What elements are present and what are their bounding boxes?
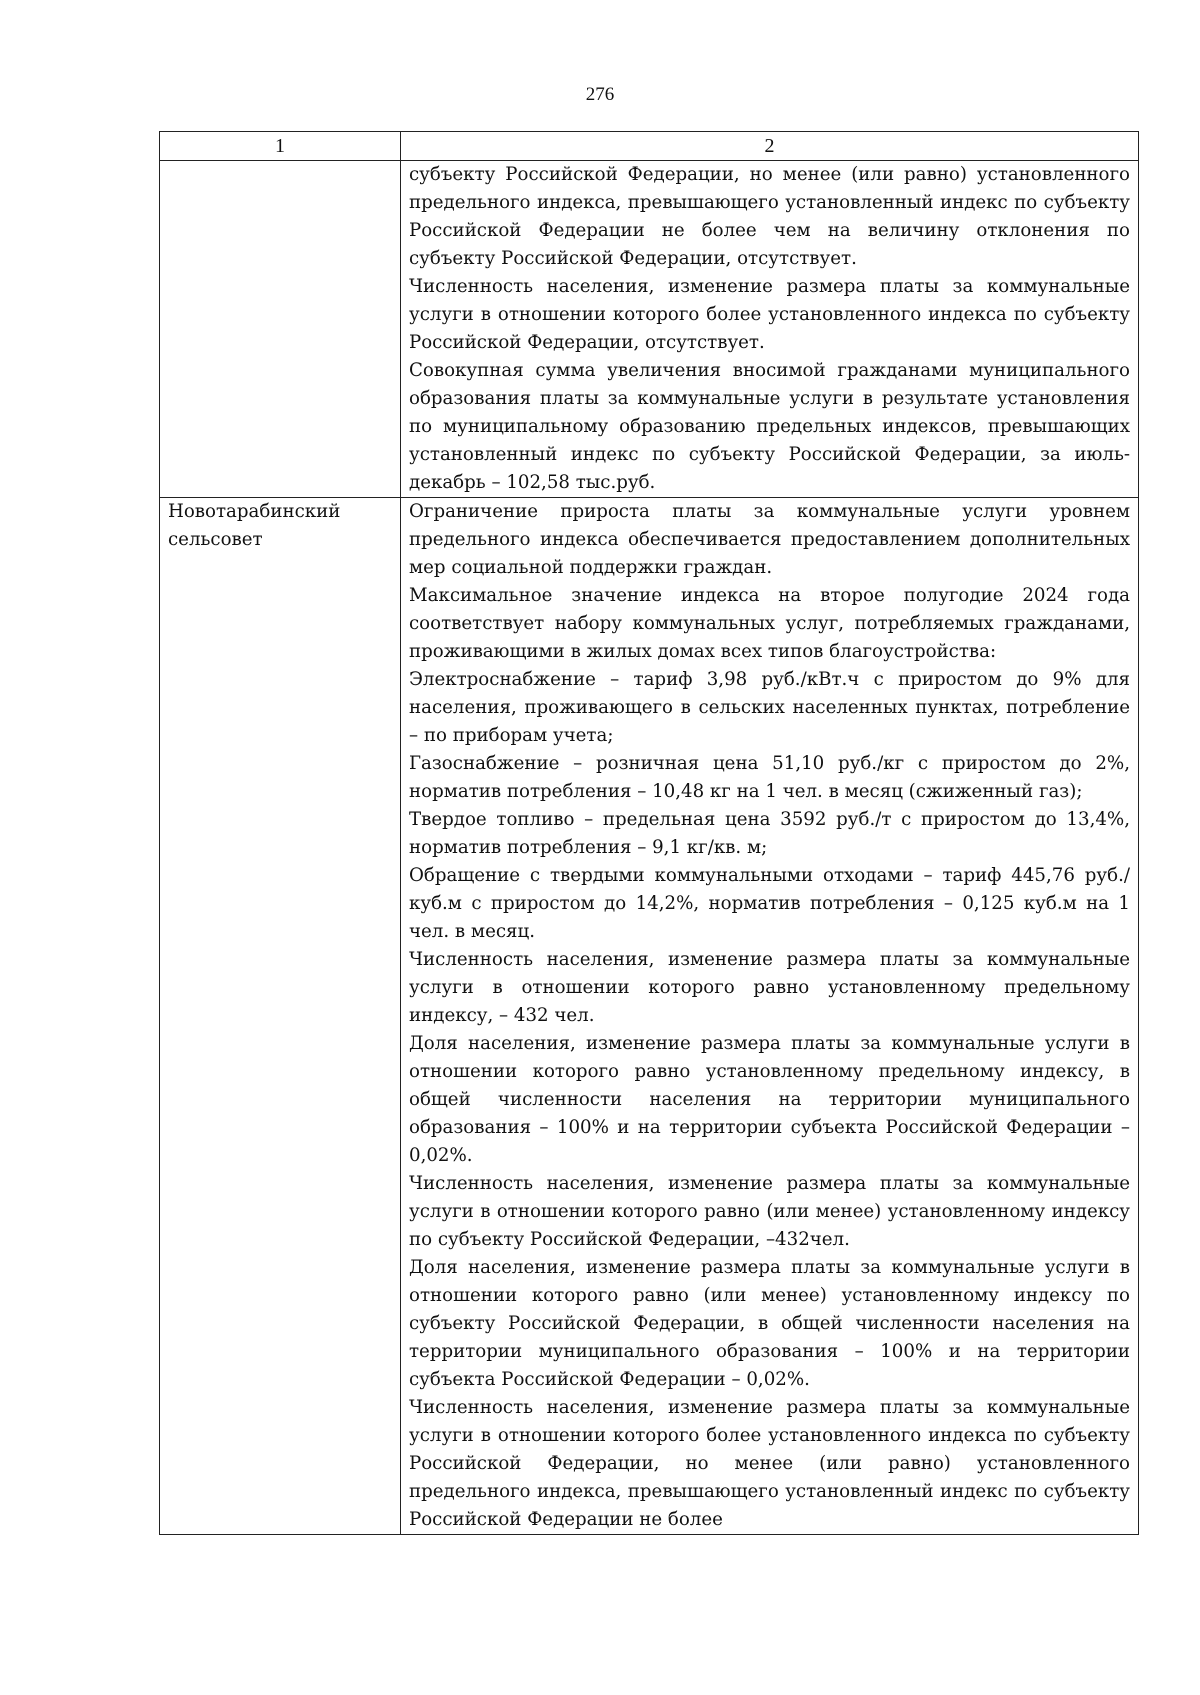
municipality-name-cell (160, 161, 401, 498)
paragraph: Электроснабжение – тариф 3,98 руб./кВт.ч с приростом до 9% для населения, проживающего в сельских населенных пунктах, потребление – по приборам учета; (409, 669, 1130, 746)
paragraph: Численность населения, изменение размера платы за коммунальные услуги в отношении которого более установленного индекса по субъекту Российской Федерации, отсутствует. (409, 276, 1130, 353)
paragraph: субъекту Российской Федерации, но менее (или равно) установленного предельного индекса, превышающего установленный индекс по субъекту Российской Федерации не более чем на величину отклонения по субъекту Российской Федерации, отсутствует. (409, 164, 1130, 269)
paragraph: Максимальное значение индекса на второе полугодие 2024 года соответствует набору коммунальных услуг, потребляемых гражданами, проживающими в жилых домах всех типов благоустройства: (409, 585, 1130, 662)
paragraph: Доля населения, изменение размера платы за коммунальные услуги в отношении которого равно установленному предельному индексу, в общей численности населения на территории муниципального образования – 100% и на территории субъекта Российской Федерации – 0,02%. (409, 1033, 1130, 1166)
paragraph: Численность населения, изменение размера платы за коммунальные услуги в отношении которого более установленного индекса по субъекту Российской Федерации, но менее (или равно) установленного предельного индекса, превышающего установленный индекс по субъекту Российской Федерации не более (409, 1397, 1130, 1530)
paragraph: Доля населения, изменение размера платы за коммунальные услуги в отношении которого равно (или менее) установленному индексу по субъекту Российской Федерации, в общей численности населения на территории муниципального образования – 100% и на территории субъекта Российской Федерации – 0,02%. (409, 1257, 1130, 1390)
municipality-name-cell: Новотарабинский сельсовет (160, 498, 401, 1535)
paragraph: Газоснабжение – розничная цена 51,10 руб./кг с приростом до 2%, норматив потребления – 10,48 кг на 1 чел. в месяц (сжиженный газ); (409, 753, 1130, 802)
column-header-2: 2 (401, 132, 1139, 161)
table-row (160, 161, 1139, 498)
table-row (160, 498, 1139, 1535)
municipal-index-table (159, 131, 1139, 1535)
column-header-1: 1 (160, 132, 401, 161)
description-cell (401, 498, 1139, 1535)
paragraph: Совокупная сумма увеличения вносимой гражданами муниципального образования платы за коммунальные услуги в результате установления по муниципальному образованию предельных индексов, превышающих установленный индекс по субъекту Российской Федерации, за июль-декабрь – 102,58 тыс.руб. (409, 360, 1130, 493)
paragraph: Твердое топливо – предельная цена 3592 руб./т с приростом до 13,4%, норматив потребления – 9,1 кг/кв. м; (409, 809, 1130, 858)
paragraph: Обращение с твердыми коммунальными отходами – тариф 445,76 руб./куб.м с приростом до 14,2%, норматив потребления – 0,125 куб.м на 1 чел. в месяц. (409, 865, 1130, 942)
description-cell (401, 161, 1139, 498)
paragraph: Численность населения, изменение размера платы за коммунальные услуги в отношении которого равно (или менее) установленному индексу по субъекту Российской Федерации, –432чел. (409, 1173, 1130, 1250)
page-number: 276 (585, 84, 615, 105)
table-header-row (160, 132, 1139, 161)
paragraph: Ограничение прироста платы за коммунальные услуги уровнем предельного индекса обеспечивается предоставлением дополнительных мер социальной поддержки граждан. (409, 501, 1130, 578)
paragraph: Численность населения, изменение размера платы за коммунальные услуги в отношении которого равно установленному предельному индексу, – 432 чел. (409, 949, 1130, 1026)
